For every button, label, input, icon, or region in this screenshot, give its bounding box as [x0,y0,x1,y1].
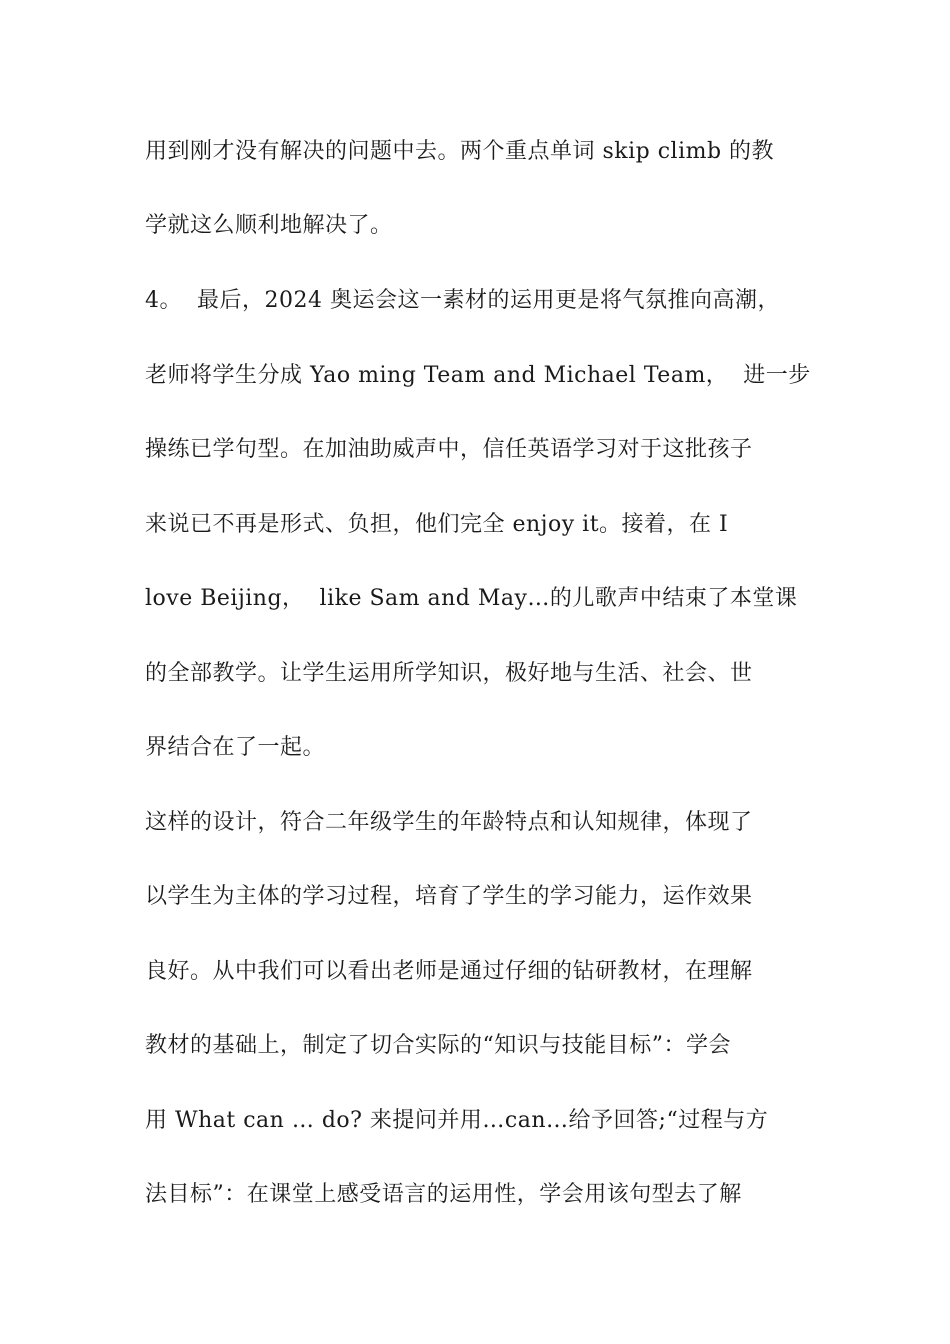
text-line: love Beijing， like Sam and May…的儿歌声中结束了本堂课 [145,586,798,611]
text-line: 教材的基础上，制定了切合实际的“知识与技能目标”：学会 [145,1033,731,1058]
text-line: 这样的设计，符合二年级学生的年龄特点和认知规律，体现了 [145,810,753,835]
text-line: 界结合在了一起。 [145,735,326,760]
text-line: 法目标”：在课堂上感受语言的运用性，学会用该句型去了解 [145,1182,742,1207]
text-line: 操练已学句型。在加油助威声中，信任英语学习对于这批孩子 [145,437,753,462]
text-line: 的全部教学。让学生运用所学知识，极好地与生活、社会、世 [145,661,753,686]
text-line: 良好。从中我们可以看出老师是通过仔细的钻研教材，在理解 [145,959,753,984]
text-line: 4。 最后，2024 奥运会这一素材的运用更是将气氛推向高潮， [145,288,780,313]
text-line: 学就这么顺利地解决了。 [145,213,393,238]
text-line: 用 What can … do? 来提问并用…can…给予回答;“过程与方 [145,1108,769,1133]
text-line: 老师将学生分成 Yao ming Team and Michael Team， 进一步 [145,363,811,388]
text-line: 用到刚才没有解决的问题中去。两个重点单词 skip climb 的教 [145,139,775,164]
text-line: 以学生为主体的学习过程，培育了学生的学习能力，运作效果 [145,884,753,909]
text-line: 来说已不再是形式、负担，他们完全 enjoy it。接着，在 I [145,512,729,537]
